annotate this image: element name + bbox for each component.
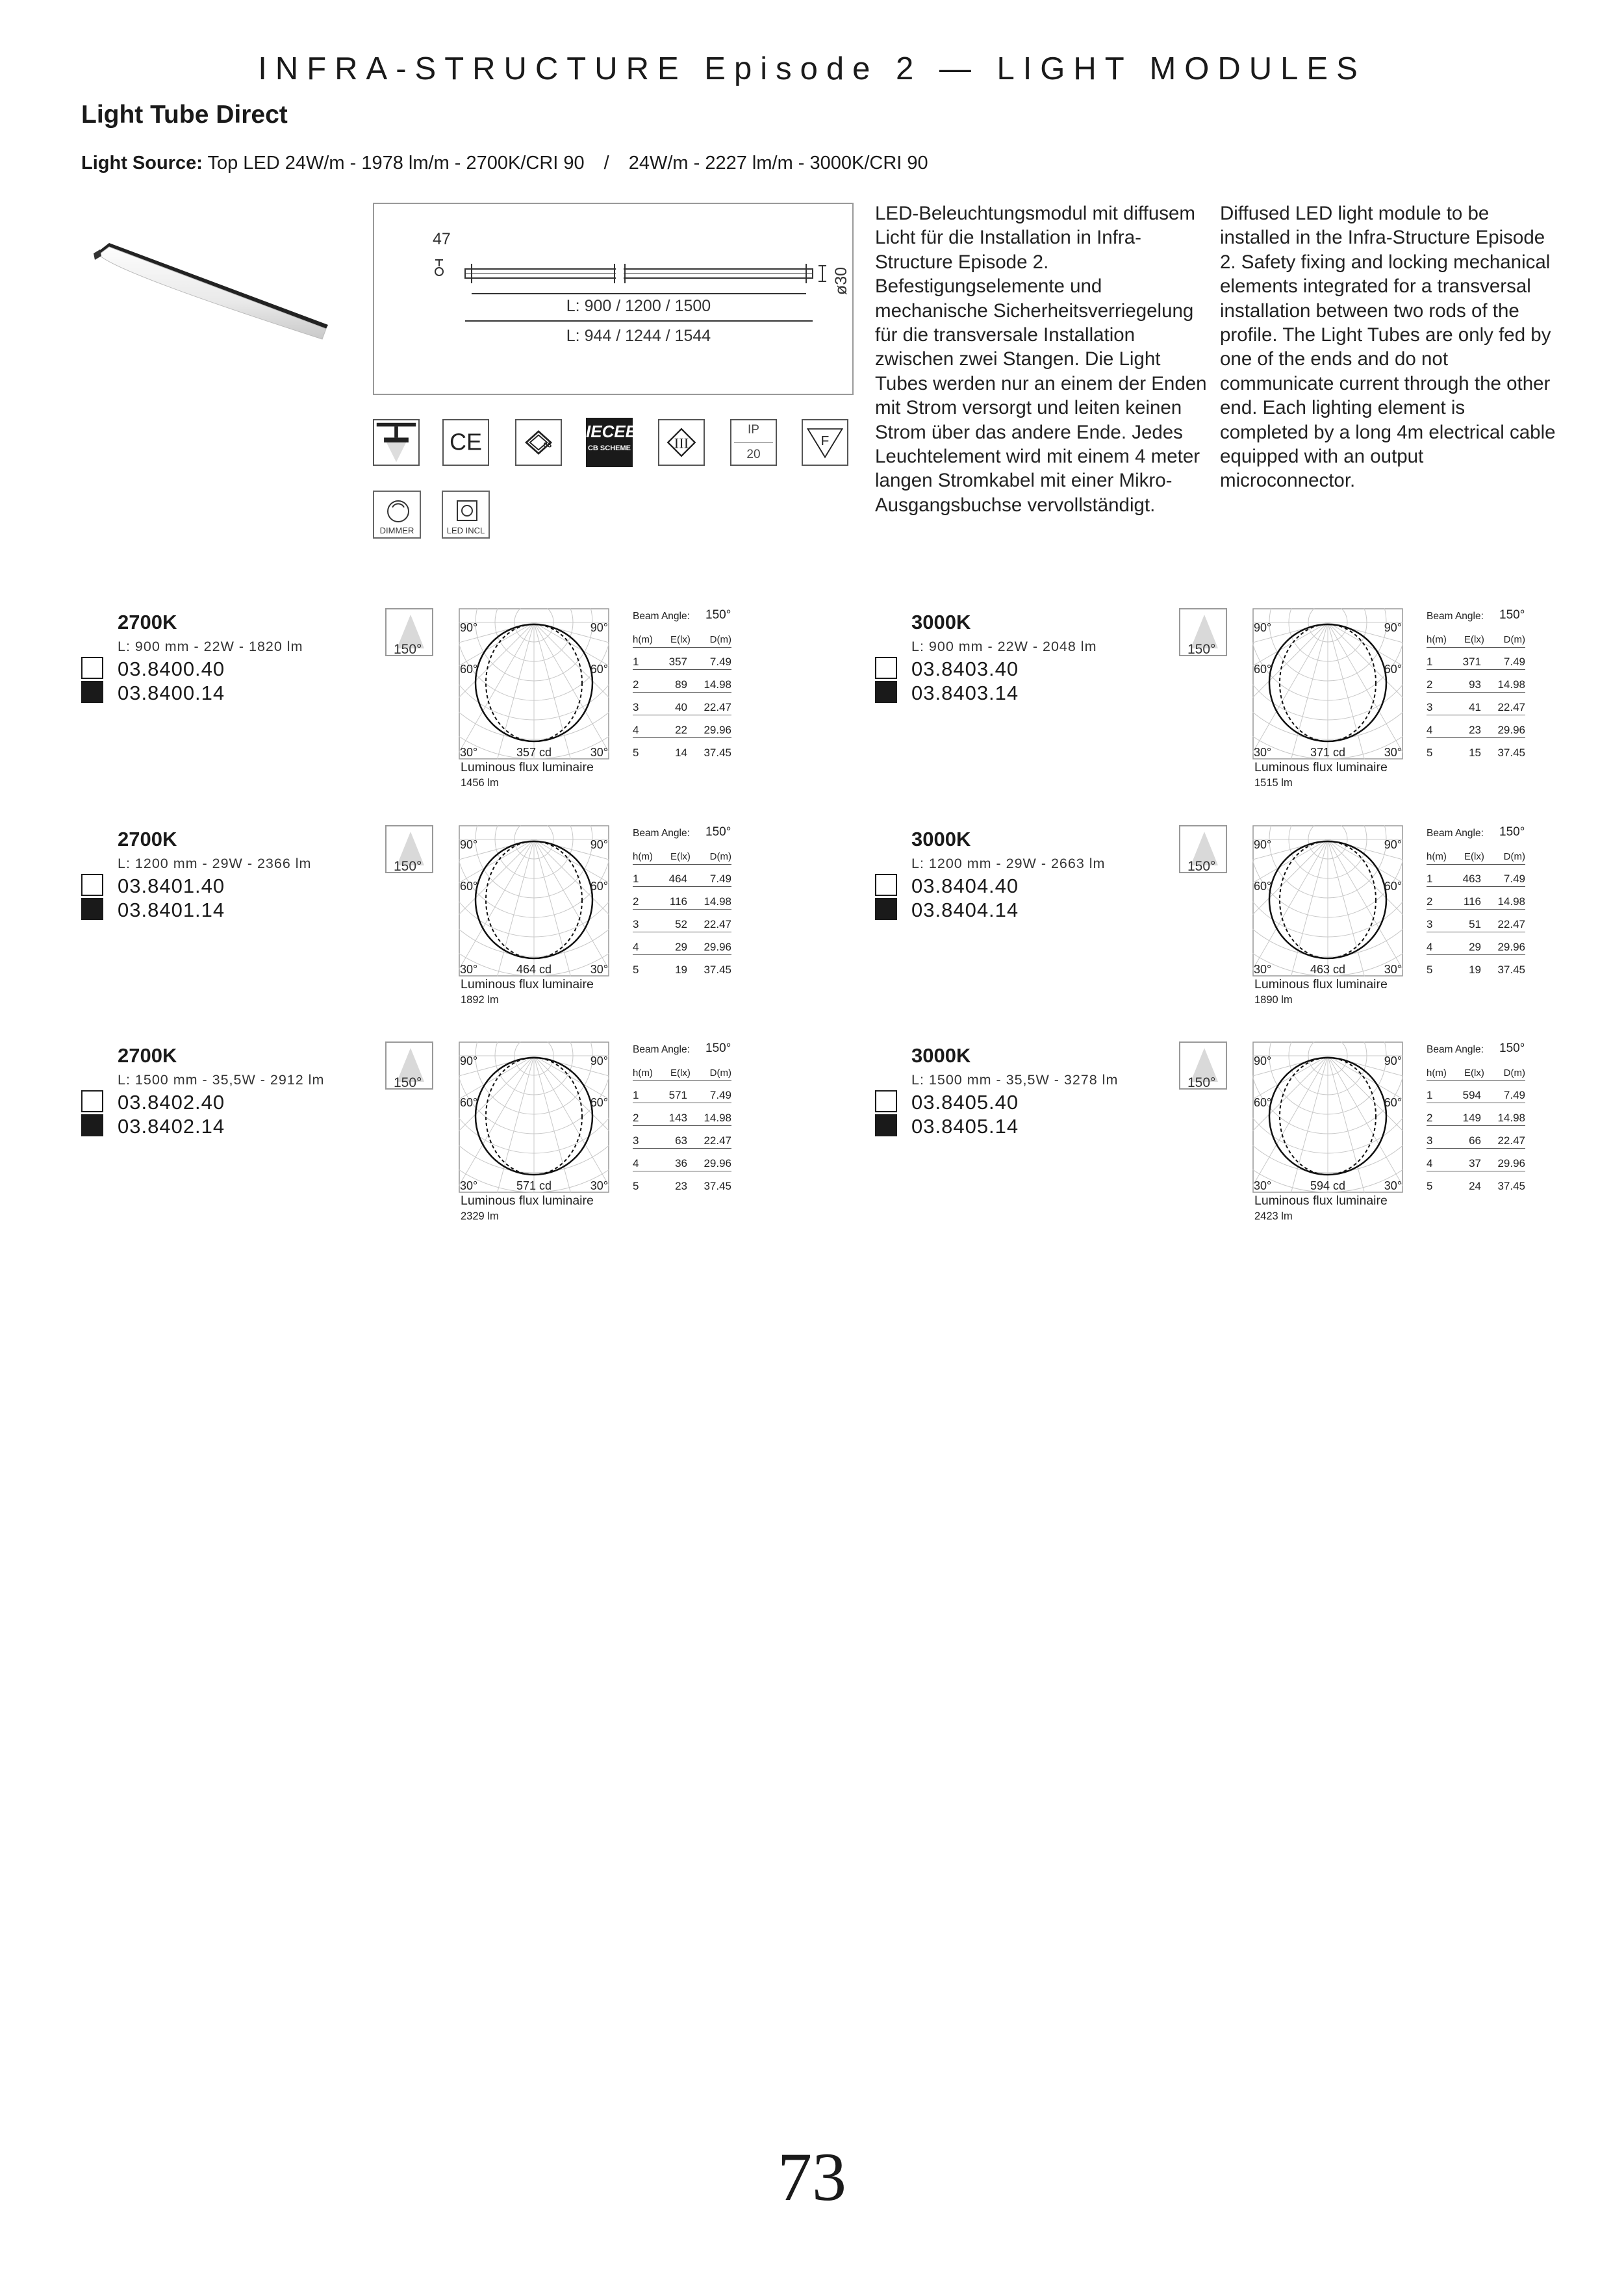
black-finish-swatch [875,898,897,920]
peak-intensity: 371 cd [1310,746,1346,759]
table-row [1427,963,1525,977]
peak-intensity: 571 cd [516,1179,552,1192]
cell-height: 4 [1427,1157,1433,1169]
cell-height: 4 [633,1157,639,1169]
beam-angle-value: 150° [1499,1041,1525,1055]
flux-caption: Luminous flux luminaire [1254,977,1388,991]
light-source-label: Light Source: [81,153,203,173]
color-temperature: 3000K [911,828,971,850]
light-source-value-1: Top LED 24W/m - 1978 lm/m - 2700K/CRI 90 [207,153,585,173]
cell-illuminance: 19 [675,964,687,976]
table-row [633,1179,731,1194]
label-30-left: 30° [460,1179,478,1192]
luminous-flux: 1456 lm [461,777,499,789]
beam-angle-value: 150° [1499,825,1525,839]
label-60-left: 60° [1254,880,1272,893]
label-30-right: 30° [590,963,608,976]
label-90-left: 90° [1254,1054,1272,1067]
table-row [633,940,731,955]
cell-diameter: 7.49 [1503,873,1525,885]
variant-spec: L: 1200 mm - 29W - 2663 lm [911,856,1106,871]
variant-block [794,608,1586,825]
polar-diagram [1252,608,1403,760]
variant-spec: L: 1500 mm - 35,5W - 3278 lm [911,1072,1119,1088]
cell-diameter: 14.98 [1497,1112,1525,1124]
flux-caption: Luminous flux luminaire [1254,760,1388,774]
label-90-right: 90° [1384,838,1402,851]
label-90-left: 90° [1254,621,1272,634]
beam-angle-value: 150° [1499,608,1525,622]
cell-height: 5 [633,964,639,976]
cell-diameter: 29.96 [704,941,731,953]
label-60-left: 60° [460,663,478,676]
table-row [633,1111,731,1126]
label-60-right: 60° [1384,1096,1402,1109]
flux-caption: Luminous flux luminaire [461,1194,594,1208]
label-90-right: 90° [590,621,608,634]
light-source-value-2: 24W/m - 2227 lm/m - 3000K/CRI 90 [628,153,928,173]
white-finish-swatch [81,874,103,896]
beam-angle-value: 150° [705,608,731,622]
label-90-right: 90° [590,838,608,851]
cell-height: 5 [1427,747,1433,759]
beam-angle-label: 150° [1187,642,1216,657]
cell-diameter: 37.45 [1497,1180,1525,1192]
table-row [633,746,731,760]
label-60-right: 60° [590,663,608,676]
label-90-right: 90° [1384,1054,1402,1067]
flux-caption: Luminous flux luminaire [461,760,594,774]
label-60-right: 60° [1384,880,1402,893]
beam-angle-value: 150° [705,825,731,839]
table-row [1427,1179,1525,1194]
dim-diameter: ø30 [832,266,850,295]
table-header-row [633,633,731,648]
cell-illuminance: 464 [668,873,687,885]
table-row [633,678,731,693]
cell-illuminance: 63 [675,1134,687,1147]
label-60-left: 60° [1254,663,1272,676]
article-code-black: 03.8400.14 [118,682,225,704]
table-header-row [1427,850,1525,865]
table-row [633,655,731,670]
table-row [633,723,731,738]
light-source [81,153,928,174]
cell-diameter: 37.45 [704,747,731,759]
table-row [1427,872,1525,887]
table-row [633,700,731,715]
white-finish-swatch [81,657,103,679]
article-code-black: 03.8403.14 [911,682,1019,704]
cell-height: 4 [633,724,639,736]
white-finish-swatch [875,1090,897,1112]
cell-height: 2 [633,1112,639,1124]
black-finish-swatch [81,681,103,703]
label-60-right: 60° [590,1096,608,1109]
beam-angle-header: Beam Angle: [633,1044,690,1055]
peak-intensity: 464 cd [516,963,552,976]
beam-angle-header: Beam Angle: [633,828,690,839]
cell-illuminance: 22 [675,724,687,736]
peak-intensity: 594 cd [1310,1179,1346,1192]
beam-angle-label: 150° [1187,1075,1216,1090]
cell-illuminance: 89 [675,678,687,691]
luminous-flux: 2329 lm [461,1210,499,1222]
article-code-black: 03.8404.14 [911,899,1019,921]
label-30-right: 30° [590,746,608,759]
header-height: h(m) [633,634,653,645]
polar-diagram [459,608,609,760]
black-finish-swatch [875,681,897,703]
cell-height: 4 [1427,941,1433,953]
header-diameter: D(m) [709,851,731,862]
cell-illuminance: 594 [1462,1089,1481,1101]
article-code-white: 03.8404.40 [911,875,1019,897]
label-30-left: 30° [1254,746,1272,759]
description-english: Diffused LED light module to be installed in the Infra-Structure Episode 2. Safety fixing and locking mechanical elements integrated for a transversal installation between two rods of the profile. The Light Tubes are only fed by one of the ends and do not communicate current through the other end. Each lighting element is completed by a long 4m electrical cable equipped with an output microconnector. [1220,203,1556,492]
cell-illuminance: 15 [1469,747,1481,759]
enec-mark-icon [515,419,562,466]
dimension-drawing [373,203,854,395]
header-illuminance: E(lx) [670,1067,691,1079]
cell-diameter: 29.96 [704,1157,731,1169]
cell-diameter: 22.47 [1497,1134,1525,1147]
cell-diameter: 14.98 [704,678,731,691]
luminous-flux: 1892 lm [461,994,499,1006]
table-row [1427,700,1525,715]
black-finish-swatch [81,1114,103,1136]
label-60-right: 60° [590,880,608,893]
table-row [1427,723,1525,738]
variant-spec: L: 1200 mm - 29W - 2366 lm [118,856,312,871]
table-row [1427,678,1525,693]
peak-intensity: 357 cd [516,746,552,759]
cell-height: 4 [1427,724,1433,736]
header-diameter: D(m) [709,1067,731,1079]
header-height: h(m) [633,851,653,862]
table-row [1427,940,1525,955]
black-finish-swatch [875,1114,897,1136]
article-code-black: 03.8401.14 [118,899,225,921]
cell-illuminance: 52 [675,918,687,930]
table-row [633,963,731,977]
polar-diagram [459,825,609,977]
label-60-right: 60° [1384,663,1402,676]
cell-diameter: 22.47 [704,918,731,930]
table-row [1427,746,1525,760]
cell-height: 1 [1427,656,1433,668]
cell-diameter: 14.98 [1497,895,1525,908]
beam-angle-label: 150° [394,859,422,874]
label-30-right: 30° [1384,963,1402,976]
color-temperature: 2700K [118,1044,177,1067]
cell-diameter: 22.47 [1497,918,1525,930]
polar-diagram [1252,825,1403,977]
label-90-left: 90° [460,838,478,851]
header-illuminance: E(lx) [1464,851,1484,862]
beam-angle-label: 150° [394,1075,422,1090]
label-60-left: 60° [460,880,478,893]
svg-text:CE: CE [450,429,482,455]
table-row [633,895,731,910]
cell-diameter: 29.96 [704,724,731,736]
variant-spec: L: 1500 mm - 35,5W - 2912 lm [118,1072,325,1088]
table-row [1427,917,1525,932]
light-source-separator: / [603,153,609,173]
cell-illuminance: 51 [1469,918,1481,930]
table-row [1427,1134,1525,1149]
cell-diameter: 14.98 [704,895,731,908]
header-diameter: D(m) [709,634,731,645]
variant-block [794,825,1586,1042]
page-title: INFRA-STRUCTURE Episode 2 — LIGHT MODULES [258,51,1366,86]
cell-diameter: 14.98 [1497,678,1525,691]
header-height: h(m) [1427,851,1447,862]
page-number: 73 [778,2139,846,2215]
cell-height: 3 [1427,1134,1433,1147]
cell-illuminance: 463 [1462,873,1481,885]
article-code-white: 03.8401.40 [118,875,225,897]
header-illuminance: E(lx) [1464,634,1484,645]
cell-illuminance: 357 [668,656,687,668]
polar-diagram [1252,1041,1403,1193]
variant-block [0,608,793,825]
color-temperature: 2700K [118,828,177,850]
flux-caption: Luminous flux luminaire [461,977,594,991]
table-row [633,872,731,887]
table-row [1427,895,1525,910]
cell-height: 3 [633,918,639,930]
illuminance-table [633,609,750,765]
cell-height: 1 [1427,873,1433,885]
cell-illuminance: 41 [1469,701,1481,713]
cell-height: 2 [633,895,639,908]
cell-height: 5 [633,1180,639,1192]
header-diameter: D(m) [1503,1067,1525,1079]
cell-height: 3 [633,1134,639,1147]
cell-illuminance: 29 [1469,941,1481,953]
label-30-left: 30° [1254,1179,1272,1192]
cell-height: 1 [1427,1089,1433,1101]
variant-block [0,1041,793,1258]
beam-angle-header: Beam Angle: [1427,611,1484,622]
header-diameter: D(m) [1503,634,1525,645]
header-height: h(m) [633,1067,653,1079]
article-code-white: 03.8403.40 [911,658,1019,680]
header-height: h(m) [1427,634,1447,645]
cell-illuminance: 19 [1469,964,1481,976]
illuminance-table [633,1043,750,1199]
variant-spec: L: 900 mm - 22W - 1820 lm [118,639,303,654]
dim-length-inner: L: 900 / 1200 / 1500 [566,297,711,315]
svg-text:F: F [820,433,830,448]
cell-diameter: 7.49 [1503,656,1525,668]
cell-diameter: 14.98 [704,1112,731,1124]
table-header-row [633,1066,731,1081]
led-incl-icon: LED INCL [442,491,490,539]
cell-diameter: 37.45 [1497,747,1525,759]
cell-height: 2 [1427,678,1433,691]
variant-spec: L: 900 mm - 22W - 2048 lm [911,639,1097,654]
table-row [1427,1088,1525,1103]
header-illuminance: E(lx) [670,851,691,862]
cell-illuminance: 571 [668,1089,687,1101]
illuminance-table [633,826,750,982]
white-finish-swatch [875,874,897,896]
label-30-right: 30° [1384,1179,1402,1192]
luminous-flux: 2423 lm [1254,1210,1293,1222]
cell-illuminance: 143 [668,1112,687,1124]
table-header-row [633,850,731,865]
flux-caption: Luminous flux luminaire [1254,1194,1388,1208]
header-height: h(m) [1427,1067,1447,1079]
label-30-right: 30° [590,1179,608,1192]
cell-diameter: 37.45 [704,1180,731,1192]
beam-angle-header: Beam Angle: [1427,828,1484,839]
article-code-white: 03.8402.40 [118,1091,225,1114]
table-row [633,1088,731,1103]
svg-text:03: 03 [543,441,552,450]
cell-height: 1 [633,656,639,668]
table-header-row [1427,1066,1525,1081]
cell-illuminance: 24 [1469,1180,1481,1192]
product-name: Light Tube Direct [81,101,288,129]
table-row [633,917,731,932]
cell-illuminance: 36 [675,1157,687,1169]
cell-height: 2 [1427,895,1433,908]
illuminance-table [1427,609,1543,765]
cell-diameter: 22.47 [1497,701,1525,713]
label-60-left: 60° [1254,1096,1272,1109]
cell-height: 1 [633,1089,639,1101]
cell-diameter: 7.49 [709,656,731,668]
label-90-left: 90° [1254,838,1272,851]
class-iii-icon [658,419,705,466]
cell-illuminance: 29 [675,941,687,953]
header-illuminance: E(lx) [670,634,691,645]
dimmer-icon: DIMMER [373,491,421,539]
cell-diameter: 37.45 [1497,964,1525,976]
article-code-black: 03.8405.14 [911,1115,1019,1138]
cell-diameter: 22.47 [704,701,731,713]
label-90-left: 90° [460,621,478,634]
cell-height: 2 [1427,1112,1433,1124]
svg-text:III: III [674,435,689,452]
cell-illuminance: 149 [1462,1112,1481,1124]
ceiling-mount-icon [373,419,420,466]
black-finish-swatch [81,898,103,920]
cell-diameter: 37.45 [704,964,731,976]
cell-diameter: 7.49 [709,873,731,885]
color-temperature: 3000K [911,1044,971,1067]
luminous-flux: 1515 lm [1254,777,1293,789]
cell-height: 3 [633,701,639,713]
cell-illuminance: 37 [1469,1157,1481,1169]
table-row [1427,1156,1525,1171]
cell-illuminance: 23 [675,1180,687,1192]
article-code-black: 03.8402.14 [118,1115,225,1138]
label-30-left: 30° [460,746,478,759]
ce-mark-icon [442,419,489,466]
cell-height: 1 [633,873,639,885]
beam-angle-value: 150° [705,1041,731,1055]
cell-diameter: 29.96 [1497,1157,1525,1169]
ip-rating-icon: IP 20 [730,419,777,466]
beam-angle-header: Beam Angle: [633,611,690,622]
label-30-left: 30° [1254,963,1272,976]
iecee-cb-scheme-icon: IECEE CB SCHEME [586,418,633,467]
label-30-left: 30° [460,963,478,976]
cell-height: 4 [633,941,639,953]
white-finish-swatch [875,657,897,679]
cell-diameter: 7.49 [1503,1089,1525,1101]
cell-illuminance: 371 [1462,656,1481,668]
cell-height: 5 [633,747,639,759]
cell-height: 5 [1427,1180,1433,1192]
cell-illuminance: 14 [675,747,687,759]
cell-diameter: 29.96 [1497,941,1525,953]
cell-illuminance: 116 [669,895,687,908]
article-code-white: 03.8405.40 [911,1091,1019,1114]
cell-illuminance: 93 [1469,678,1481,691]
illuminance-table [1427,826,1543,982]
cell-height: 3 [1427,918,1433,930]
dim-length-outer: L: 944 / 1244 / 1544 [566,327,711,345]
label-90-right: 90° [590,1054,608,1067]
table-row [633,1134,731,1149]
label-90-right: 90° [1384,621,1402,634]
variant-block [0,825,793,1042]
beam-angle-label: 150° [394,642,422,657]
cell-illuminance: 40 [675,701,687,713]
header-illuminance: E(lx) [1464,1067,1484,1079]
cell-illuminance: 66 [1469,1134,1481,1147]
f-mark-icon [802,419,848,466]
cell-illuminance: 23 [1469,724,1481,736]
white-finish-swatch [81,1090,103,1112]
article-code-white: 03.8400.40 [118,658,225,680]
table-row [633,1156,731,1171]
cell-height: 3 [1427,701,1433,713]
beam-angle-label: 150° [1187,859,1216,874]
description-german: LED-Beleuchtungsmodul mit diffusem Licht für die Installation in Infra-Structure Episode 2. Befestigungselemente und mechanische Sicherheitsverriegelung für die transversale Installation zwischen zwei Stangen. Die Light Tubes werden nur an einem der Enden mit Strom versorgt und leiten keinen Strom über das andere Ende. Jedes Leuchtelement wird mit einem 4 meter langen Stromkabel mit einer Mikro-Ausgangsbuchse vervollständigt. [875,203,1207,516]
product-image [91,227,331,344]
peak-intensity: 463 cd [1310,963,1346,976]
cell-diameter: 7.49 [709,1089,731,1101]
polar-diagram [459,1041,609,1193]
cell-diameter: 29.96 [1497,724,1525,736]
color-temperature: 2700K [118,611,177,633]
table-header-row [1427,633,1525,648]
table-row [1427,655,1525,670]
cell-height: 5 [1427,964,1433,976]
label-30-right: 30° [1384,746,1402,759]
table-row [1427,1111,1525,1126]
cell-height: 2 [633,678,639,691]
header-diameter: D(m) [1503,851,1525,862]
label-90-left: 90° [460,1054,478,1067]
illuminance-table [1427,1043,1543,1199]
cell-diameter: 22.47 [704,1134,731,1147]
dim-height: 47 [433,230,451,248]
color-temperature: 3000K [911,611,971,633]
variant-block [794,1041,1586,1258]
cell-illuminance: 116 [1463,895,1481,908]
beam-angle-header: Beam Angle: [1427,1044,1484,1055]
luminous-flux: 1890 lm [1254,994,1293,1006]
label-60-left: 60° [460,1096,478,1109]
